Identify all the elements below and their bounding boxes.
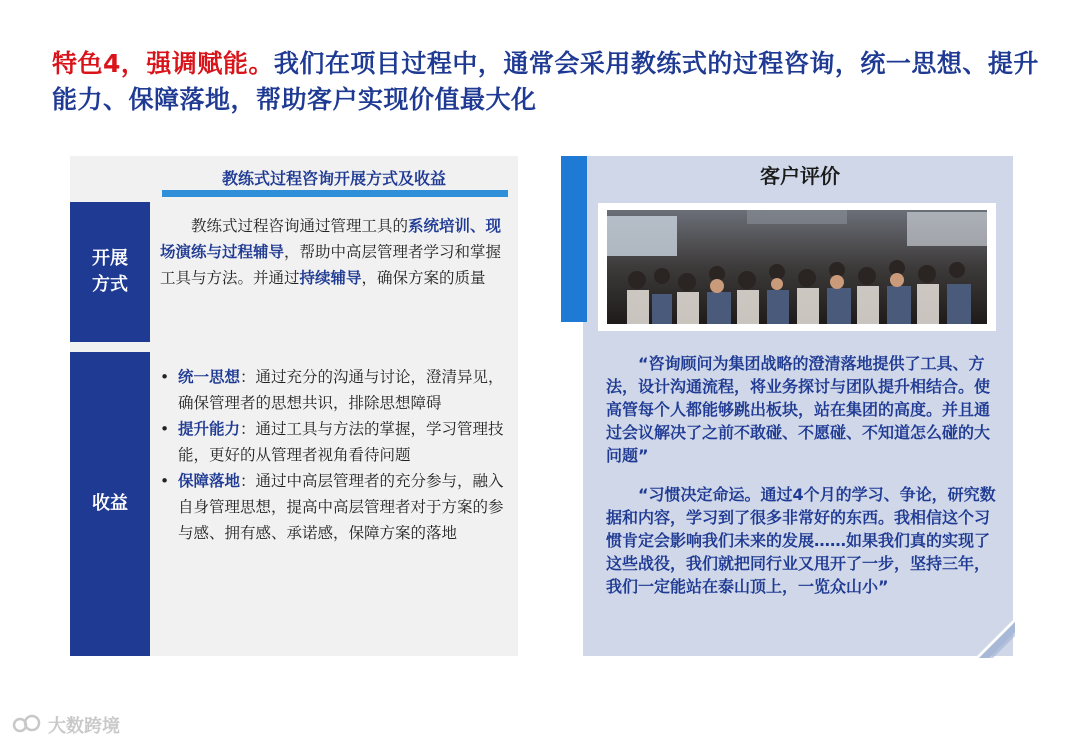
benefit-text: ：通过工具与方法的掌握，学习管理技能，更好的从管理者视角看待问题 — [178, 420, 504, 464]
method-text-part: 教练式过程咨询通过管理工具的 — [191, 217, 409, 235]
title-underline — [162, 190, 508, 197]
page-curl-icon — [975, 618, 1015, 658]
method-text-highlight: 系统培训、现场演练与过程辅导 — [160, 217, 502, 261]
method-text-part: ，帮助中高层管理者学习和掌握工具与方法。并通过 — [160, 243, 502, 287]
customer-quote: “咨询顾问为集团战略的澄清落地提供了工具、方法，设计沟通流程，将业务探讨与团队提升相结合。使高管每个人都能够跳出板块，站在集团的高度。并且通过会议解决了之前不敢碰、不愿碰、不知道怎么碰的大问题” — [606, 354, 991, 465]
benefit-item — [160, 364, 505, 416]
method-label-text: 开展方式 — [92, 248, 128, 295]
benefit-item — [160, 468, 505, 546]
headline — [52, 46, 1042, 118]
right-panel-title: 客户评价 — [760, 164, 840, 188]
benefit-label — [70, 352, 150, 656]
meeting-photo — [598, 203, 996, 331]
left-panel-title: 教练式过程咨询开展方式及收益 — [221, 169, 446, 188]
benefit-title: 统一思想 — [178, 368, 241, 386]
watermark-text: 大数跨境 — [48, 716, 120, 737]
benefit-text: ：通过中高层管理者的充分参与，融入自身管理思想，提高中高层管理者对于方案的参与感、拥有感、承诺感，保障方案的落地 — [178, 472, 504, 542]
benefit-title: 提升能力 — [178, 420, 241, 438]
method-text — [160, 213, 505, 291]
method-label — [70, 202, 150, 342]
meeting-photo-image — [607, 210, 987, 324]
customer-quote: “习惯决定命运。通过4个月的学习、争论，研究数据和内容，学习到了很多非常好的东西。我相信这个习惯肯定会影响我们未来的发展……如果我们真的实现了这些战役，我们就把同行业又甩开了一步，坚持三年，我们一定能站在泰山顶上，一览众山小” — [606, 485, 996, 596]
benefit-title: 保障落地 — [178, 472, 241, 490]
method-text-part: ，确保方案的质量 — [361, 269, 486, 287]
method-text-highlight: 持续辅导 — [299, 269, 362, 287]
benefit-label-text: 收益 — [92, 493, 128, 514]
benefit-item — [160, 416, 505, 468]
headline-highlight: 特色4，强调赋能。 — [52, 49, 274, 78]
watermark-logo-icon — [12, 714, 42, 736]
right-panel-accent-bar — [561, 156, 587, 322]
watermark — [12, 712, 120, 738]
benefit-list — [160, 364, 505, 546]
headline-rest: 我们在项目过程中，通常会采用教练式的过程咨询，统一思想、提升能力、保障落地，帮助客户实现价值最大化 — [52, 49, 1039, 114]
benefit-text: ：通过充分的沟通与讨论，澄清异见，确保管理者的思想共识，排除思想障碍 — [178, 368, 504, 412]
